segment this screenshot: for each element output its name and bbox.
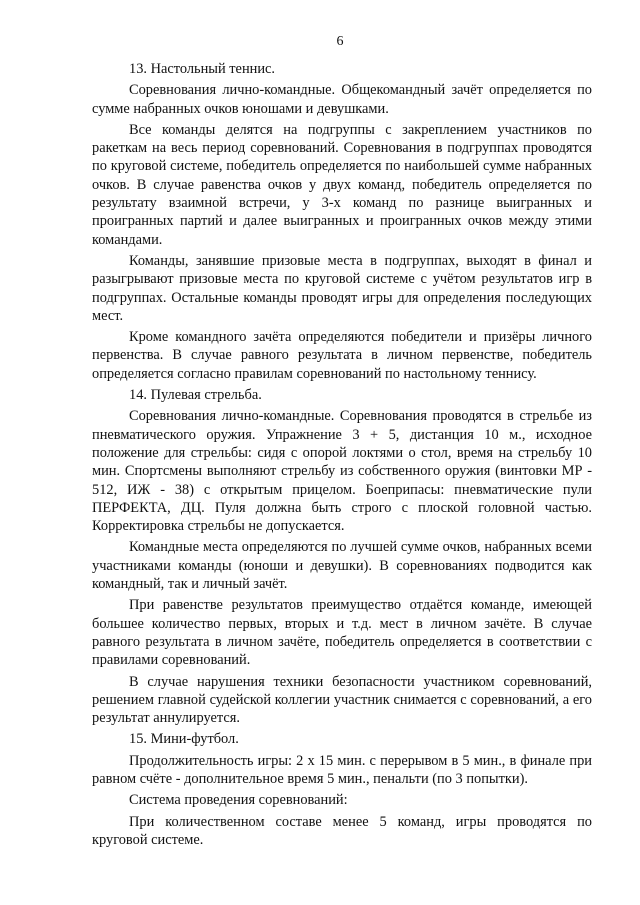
document-body — [92, 60, 592, 852]
paragraph: В случае нарушения техники безопасности участником соревнований, решением главной судейской коллегии участник снимается с соревнований, а его результат аннулируется. — [92, 673, 592, 727]
paragraph: Система проведения соревнований: — [129, 792, 348, 809]
paragraph: Команды, занявшие призовые места в подгруппах, выходят в финал и разыгрывают призовые места по круговой системе с учётом результатов игр в подгруппах. Остальные команды проводят игры для определения последующих мест. — [92, 252, 592, 324]
paragraph: При количественном составе менее 5 команд, игры проводятся по круговой системе. — [92, 813, 592, 848]
paragraph: Все команды делятся на подгруппы с закреплением участников по ракеткам на весь период соревнований. Соревнования в подгруппах проводятся по круговой системе, победитель определяется по наибольшей сумме набранных очков. В случае равенства очков у двух команд, победитель определяется по результату взаимной встречи, у 3-х команд по разнице выигранных и проигранных партий и далее выигранных и проигранных очков между этими командами. — [92, 121, 592, 248]
page-number: 6 — [336, 34, 344, 49]
paragraph: При равенстве результатов преимущество отдаётся команде, имеющей большее количество первых, вторых и т.д. мест в личном зачёте. В случае равного результата в личном зачёте, победитель определяется в соответствии с правилами соревнований. — [92, 597, 592, 669]
paragraph: Кроме командного зачёта определяются победители и призёры личного первенства. В случае равного результата в личном первенстве, победитель определяется согласно правилам соревнований по настольному теннису. — [92, 329, 592, 382]
paragraph: Соревнования лично-командные. Общекомандный зачёт определяется по сумме набранных очков юношами и девушками. — [92, 82, 592, 117]
section-heading-table-tennis: 13. Настольный теннис. — [129, 61, 276, 77]
paragraph: Соревнования лично-командные. Соревнования проводятся в стрельбе из пневматического оружия. Упражнение 3 + 5, дистанция 10 м., исходное положение для стрельбы: сидя с опорой локтями о стол, время на стрельбу 10 мин. Спортсмены выполняют стрельбу из собственного оружия (винтовки МР - 512, ИЖ - 38) с открытым прицелом. Боеприпасы: пневматические пули ПЕРФЕКТА, ДЦ. Пуля должна быть строго с плоской головной частью. Корректировка стрельбы не допускается. — [92, 408, 592, 535]
paragraph: Командные места определяются по лучшей сумме очков, набранных всеми участниками команды (юноши и девушки). В соревнованиях подводится как командный, так и личный зачёт. — [92, 539, 592, 593]
paragraph: Продолжительность игры: 2 х 15 мин. с перерывом в 5 мин., в финале при равном счёте - дополнительное время 5 мин., пенальти (по 3 попытки). — [92, 752, 592, 787]
section-heading-mini-football: 15. Мини-футбол. — [129, 731, 239, 748]
section-heading-shooting: 14. Пулевая стрельба. — [129, 387, 262, 404]
